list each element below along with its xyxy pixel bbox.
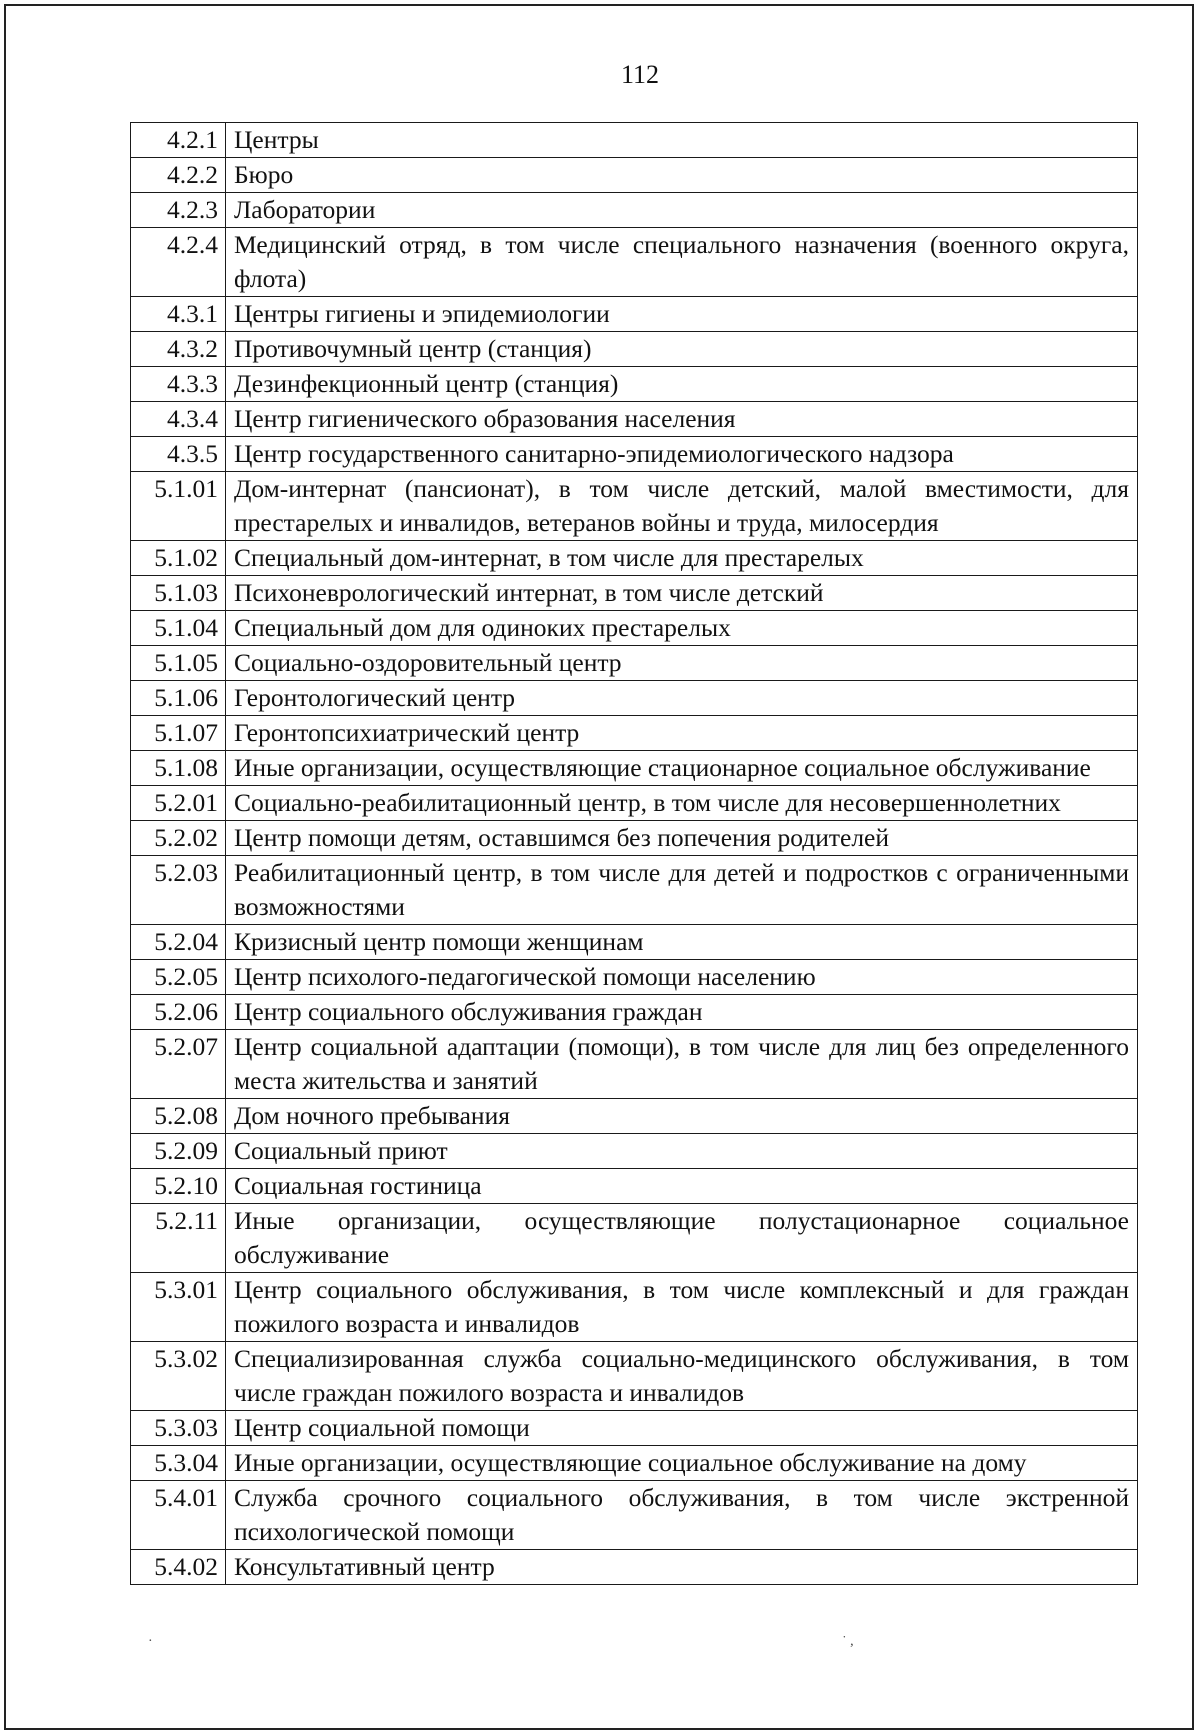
row-name: Социальная гостиница [226, 1169, 1138, 1204]
table-row [131, 925, 1138, 960]
row-name: Реабилитационный центр, в том числе для детей и подростков с ограниченными возможностями [226, 856, 1138, 925]
row-name: Лаборатории [226, 193, 1138, 228]
table-row [131, 1550, 1138, 1585]
row-code: 5.1.01 [131, 472, 226, 541]
row-code: 5.3.03 [131, 1411, 226, 1446]
table-row [131, 1411, 1138, 1446]
table-row [131, 158, 1138, 193]
row-code: 5.4.01 [131, 1481, 226, 1550]
row-code: 4.3.1 [131, 297, 226, 332]
row-code: 4.2.4 [131, 228, 226, 297]
row-code: 5.2.08 [131, 1099, 226, 1134]
row-name: Дом-интернат (пансионат), в том числе детский, малой вместимости, для престарелых и инвалидов, ветеранов войны и труда, милосердия [226, 472, 1138, 541]
row-code: 5.1.04 [131, 611, 226, 646]
row-code: 5.1.02 [131, 541, 226, 576]
table-row [131, 297, 1138, 332]
row-name: Противочумный центр (станция) [226, 332, 1138, 367]
table-body [131, 123, 1138, 1585]
row-code: 5.1.06 [131, 681, 226, 716]
row-name: Геронтопсихиатрический центр [226, 716, 1138, 751]
table-row [131, 960, 1138, 995]
row-code: 4.2.2 [131, 158, 226, 193]
row-name: Специальный дом-интернат, в том числе для престарелых [226, 541, 1138, 576]
row-name: Геронтологический центр [226, 681, 1138, 716]
table-row [131, 681, 1138, 716]
table-row [131, 1169, 1138, 1204]
row-code: 5.1.05 [131, 646, 226, 681]
row-code: 5.4.02 [131, 1550, 226, 1585]
table-row [131, 437, 1138, 472]
row-name: Дезинфекционный центр (станция) [226, 367, 1138, 402]
table-row [131, 786, 1138, 821]
row-name: Центры гигиены и эпидемиологии [226, 297, 1138, 332]
table-row [131, 1273, 1138, 1342]
row-code: 5.1.07 [131, 716, 226, 751]
row-code: 5.2.06 [131, 995, 226, 1030]
table-row [131, 402, 1138, 437]
row-code: 4.3.5 [131, 437, 226, 472]
row-name: Дом ночного пребывания [226, 1099, 1138, 1134]
row-name: Центр психолого-педагогической помощи населению [226, 960, 1138, 995]
row-name: Медицинский отряд, в том числе специального назначения (военного округа, флота) [226, 228, 1138, 297]
table-row [131, 751, 1138, 786]
table-row [131, 1099, 1138, 1134]
row-name: Иные организации, осуществляющие социальное обслуживание на дому [226, 1446, 1138, 1481]
row-name: Иные организации, осуществляющие полустационарное социальное обслуживание [226, 1204, 1138, 1273]
row-code: 4.3.4 [131, 402, 226, 437]
table-row [131, 332, 1138, 367]
row-code: 5.2.02 [131, 821, 226, 856]
page-number: 112 [620, 60, 660, 89]
row-name: Специализированная служба социально-медицинского обслуживания, в том числе граждан пожилого возраста и инвалидов [226, 1342, 1138, 1411]
row-name: Центр социального обслуживания граждан [226, 995, 1138, 1030]
row-code: 5.1.08 [131, 751, 226, 786]
table-row [131, 995, 1138, 1030]
scan-speck: ˙ , [842, 1634, 854, 1649]
row-code: 5.3.02 [131, 1342, 226, 1411]
row-code: 5.2.05 [131, 960, 226, 995]
row-name: Специальный дом для одиноких престарелых [226, 611, 1138, 646]
row-name: Консультативный центр [226, 1550, 1138, 1585]
table-row [131, 821, 1138, 856]
row-code: 4.2.1 [131, 123, 226, 158]
row-name: Центр социальной помощи [226, 1411, 1138, 1446]
row-code: 4.2.3 [131, 193, 226, 228]
row-name: Социально-оздоровительный центр [226, 646, 1138, 681]
row-name: Социальный приют [226, 1134, 1138, 1169]
table-row [131, 123, 1138, 158]
row-code: 5.2.01 [131, 786, 226, 821]
scan-speck: · [148, 1634, 153, 1649]
table-row [131, 541, 1138, 576]
row-name: Центр социальной адаптации (помощи), в том числе для лиц без определенного места жительства и занятий [226, 1030, 1138, 1099]
table-row [131, 646, 1138, 681]
row-code: 4.3.3 [131, 367, 226, 402]
row-code: 5.2.04 [131, 925, 226, 960]
table-row [131, 1204, 1138, 1273]
row-name: Психоневрологический интернат, в том числе детский [226, 576, 1138, 611]
row-name: Бюро [226, 158, 1138, 193]
row-code: 5.3.01 [131, 1273, 226, 1342]
row-name: Центр социального обслуживания, в том числе комплексный и для граждан пожилого возраста и инвалидов [226, 1273, 1138, 1342]
table-row [131, 228, 1138, 297]
table-row [131, 856, 1138, 925]
table-row [131, 576, 1138, 611]
row-code: 5.1.03 [131, 576, 226, 611]
institution-code-table [130, 122, 1138, 1585]
table-row [131, 1446, 1138, 1481]
table-row [131, 1030, 1138, 1099]
table-row [131, 716, 1138, 751]
row-code: 5.2.09 [131, 1134, 226, 1169]
row-name: Служба срочного социального обслуживания, в том числе экстренной психологической помощи [226, 1481, 1138, 1550]
table-row [131, 611, 1138, 646]
row-name: Кризисный центр помощи женщинам [226, 925, 1138, 960]
table-row [131, 367, 1138, 402]
row-code: 5.3.04 [131, 1446, 226, 1481]
table-row [131, 1342, 1138, 1411]
row-name: Центр государственного санитарно-эпидемиологического надзора [226, 437, 1138, 472]
row-name: Иные организации, осуществляющие стационарное социальное обслуживание [226, 751, 1138, 786]
table-row [131, 1481, 1138, 1550]
row-code: 5.2.10 [131, 1169, 226, 1204]
table-row [131, 193, 1138, 228]
table-row [131, 1134, 1138, 1169]
row-name: Центры [226, 123, 1138, 158]
row-name: Центр гигиенического образования населения [226, 402, 1138, 437]
table-row [131, 472, 1138, 541]
row-code: 5.2.07 [131, 1030, 226, 1099]
row-code: 5.2.03 [131, 856, 226, 925]
row-name: Социально-реабилитационный центр, в том числе для несовершеннолетних [226, 786, 1138, 821]
row-code: 4.3.2 [131, 332, 226, 367]
row-name: Центр помощи детям, оставшимся без попечения родителей [226, 821, 1138, 856]
row-code: 5.2.11 [131, 1204, 226, 1273]
